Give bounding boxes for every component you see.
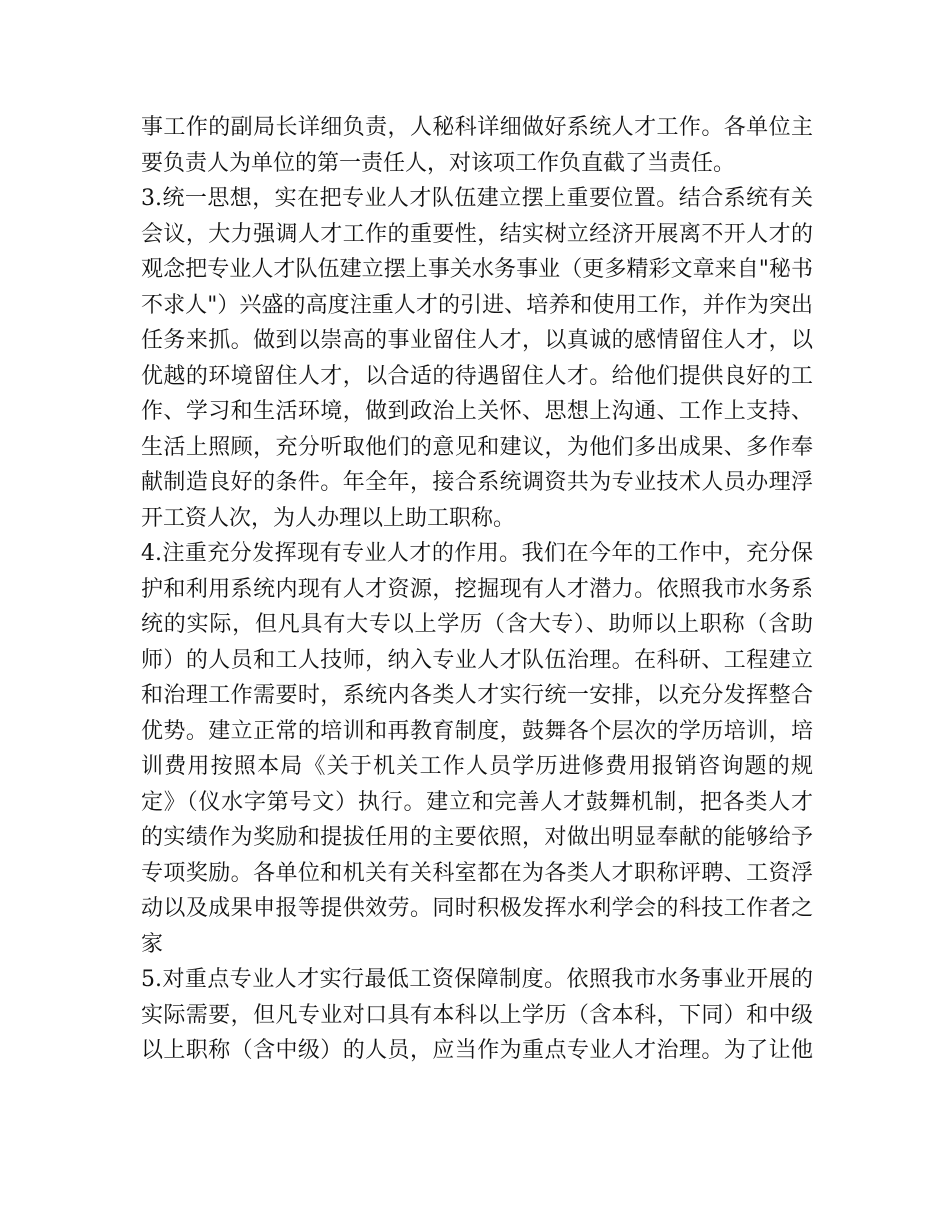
text-line: 不求人"）兴盛的高度注重人才的引进、培养和使用工作，并作为突出 xyxy=(141,292,813,318)
text-line: 5.对重点专业人才实行最低工资保障制度。依照我市水务事业开展的 xyxy=(141,967,813,992)
text-line: 4.注重充分发挥现有专业人才的作用。我们在今年的工作中，充分保 xyxy=(141,541,813,566)
text-line: 会议，大力强调人才工作的重要性，结实树立经济开展离不开人才的 xyxy=(141,221,813,247)
text-line: 开工资人次，为人办理以上助工职称。 xyxy=(141,505,516,531)
text-line: 献制造良好的条件。年全年，接合系统调资共为专业技术人员办理浮 xyxy=(141,470,813,495)
text-line: 的实绩作为奖励和提拔任用的主要依照，对做出明显奉献的能够给予 xyxy=(141,825,813,850)
text-line: 家 xyxy=(141,931,164,957)
text-line: 实际需要，但凡专业对口具有本科以上学历（含本科，下同）和中级 xyxy=(141,1002,813,1028)
text-line: 动以及成果申报等提供效劳。同时积极发挥水利学会的科技工作者之 xyxy=(141,896,813,921)
text-line: 专项奖励。各单位和机关有关科室都在为各类人才职称评聘、工资浮 xyxy=(141,860,813,886)
document-body xyxy=(141,110,813,1069)
text-line: 事工作的副局长详细负责，人秘科详细做好系统人才工作。各单位主 xyxy=(141,115,813,140)
text-line: 护和利用系统内现有人才资源，挖掘现有人才潜力。依照我市水务系 xyxy=(141,576,813,602)
text-line: 观念把专业人才队伍建立摆上事关水务事业（更多精彩文章来自"秘书 xyxy=(141,257,813,282)
text-line: 定》（仪水字第号文）执行。建立和完善人才鼓舞机制，把各类人才 xyxy=(141,789,813,815)
text-line: 作、学习和生活环境，做到政治上关怀、思想上沟通、工作上支持、 xyxy=(141,399,813,424)
text-line: 任务来抓。做到以崇高的事业留住人才，以真诚的感情留住人才，以 xyxy=(141,328,813,353)
text-line: 训费用按照本局《关于机关工作人员学历进修费用报销咨询题的规 xyxy=(141,754,813,779)
text-line: 以上职称（含中级）的人员，应当作为重点专业人才治理。为了让他 xyxy=(141,1038,813,1063)
text-line: 优越的环境留住人才，以合适的待遇留住人才。给他们提供良好的工 xyxy=(141,363,813,389)
text-line: 3.统一思想，实在把专业人才队伍建立摆上重要位置。结合系统有关 xyxy=(141,186,813,211)
text-line: 统的实际，但凡具有大专以上学历（含大专）、助师以上职称（含助 xyxy=(141,612,813,637)
text-line: 师）的人员和工人技师，纳入专业人才队伍治理。在科研、工程建立 xyxy=(141,647,813,673)
text-line: 生活上照顾，充分听取他们的意见和建议，为他们多出成果、多作奉 xyxy=(141,434,813,460)
text-line: 和治理工作需要时，系统内各类人才实行统一安排，以充分发挥整合 xyxy=(141,683,813,708)
text-line: 优势。建立正常的培训和再教育制度，鼓舞各个层次的学历培训，培 xyxy=(141,718,813,744)
text-line: 要负责人为单位的第一责任人，对该项工作负直截了当责任。 xyxy=(141,150,736,176)
